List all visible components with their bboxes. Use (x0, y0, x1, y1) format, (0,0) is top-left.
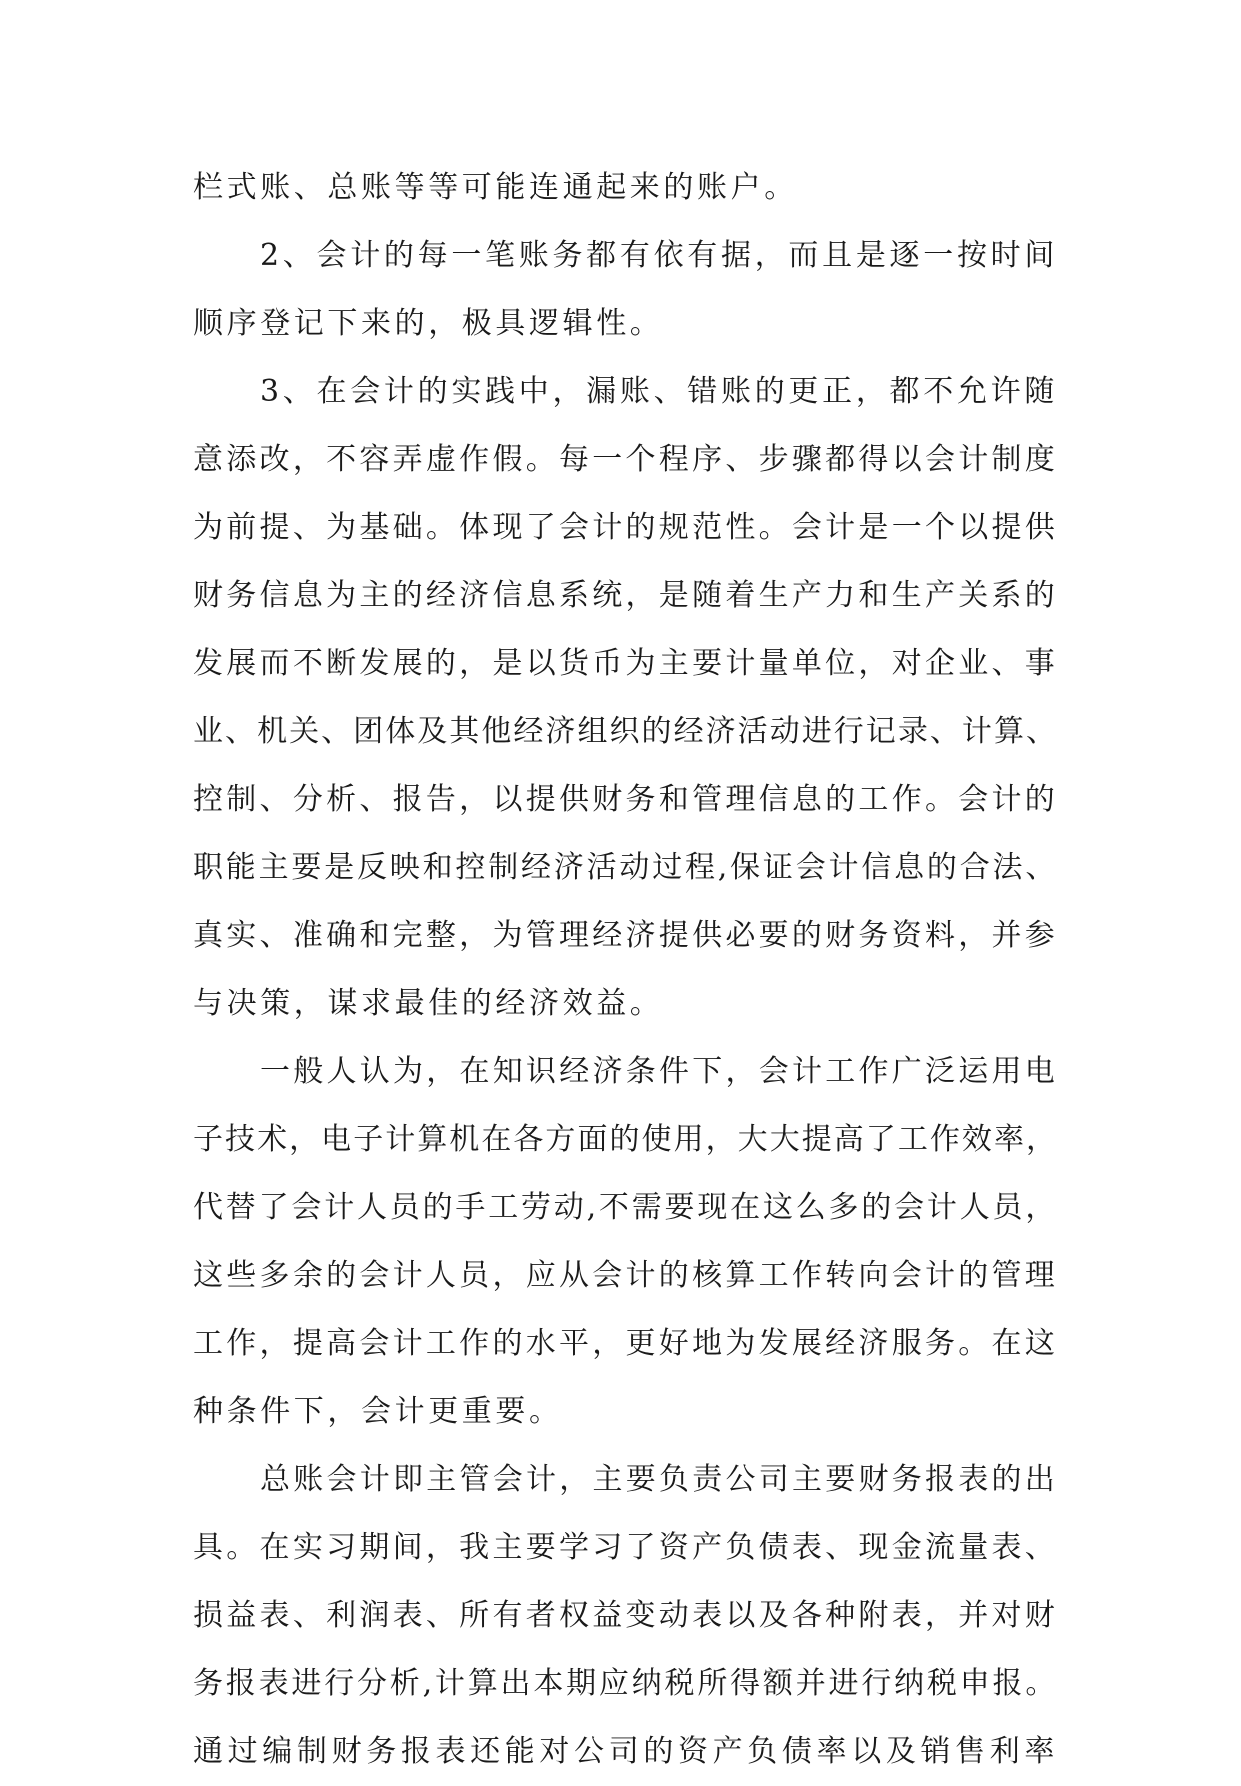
text-line: 职能主要是反映和控制经济活动过程,保证会计信息的合法、 (193, 850, 1059, 885)
text-line: 3、在会计的实践中，漏账、错账的更正，都不允许随 (260, 374, 1058, 409)
text-line: 2、会计的每一笔账务都有依有据，而且是逐一按时间 (260, 238, 1058, 273)
paragraph-2 (193, 222, 1058, 358)
paragraph-3 (193, 358, 1058, 1038)
document-body (193, 154, 1058, 1786)
paragraph-1 (193, 154, 1058, 222)
text-line: 种条件下，会计更重要。 (193, 1394, 563, 1429)
text-line: 顺序登记下来的，极具逻辑性。 (193, 306, 664, 341)
paragraph-5 (193, 1446, 1058, 1786)
text-line: 业、机关、团体及其他经济组织的经济活动进行记录、计算、 (193, 714, 1058, 749)
text-line: 子技术，电子计算机在各方面的使用，大大提高了工作效率， (193, 1122, 1058, 1157)
text-line: 真实、准确和完整，为管理经济提供必要的财务资料，并参 (193, 918, 1058, 953)
text-line: 代替了会计人员的手工劳动,不需要现在这么多的会计人员， (193, 1190, 1059, 1225)
text-line: 意添改，不容弄虚作假。每一个程序、步骤都得以会计制度 (193, 442, 1058, 477)
text-line: 控制、分析、报告，以提供财务和管理信息的工作。会计的 (193, 782, 1058, 817)
text-line: 一般人认为，在知识经济条件下，会计工作广泛运用电 (260, 1054, 1058, 1089)
paragraph-4 (193, 1038, 1058, 1446)
text-line: 发展而不断发展的，是以货币为主要计量单位，对企业、事 (193, 646, 1058, 681)
text-line: 与决策，谋求最佳的经济效益。 (193, 986, 664, 1021)
text-line: 这些多余的会计人员，应从会计的核算工作转向会计的管理 (193, 1258, 1058, 1293)
text-line: 为前提、为基础。体现了会计的规范性。会计是一个以提供 (193, 510, 1058, 545)
text-line: 工作，提高会计工作的水平，更好地为发展经济服务。在这 (193, 1326, 1058, 1361)
text-line: 通过编制财务报表还能对公司的资产负债率以及销售利率 (193, 1734, 1058, 1769)
text-line: 栏式账、总账等等可能连通起来的账户。 (193, 170, 798, 205)
text-line: 具。在实习期间，我主要学习了资产负债表、现金流量表、 (193, 1530, 1058, 1565)
text-line: 总账会计即主管会计，主要负责公司主要财务报表的出 (260, 1462, 1058, 1497)
text-line: 财务信息为主的经济信息系统，是随着生产力和生产关系的 (193, 578, 1058, 613)
text-line: 损益表、利润表、所有者权益变动表以及各种附表，并对财 (193, 1598, 1058, 1633)
text-line: 务报表进行分析,计算出本期应纳税所得额并进行纳税申报。 (193, 1666, 1059, 1701)
